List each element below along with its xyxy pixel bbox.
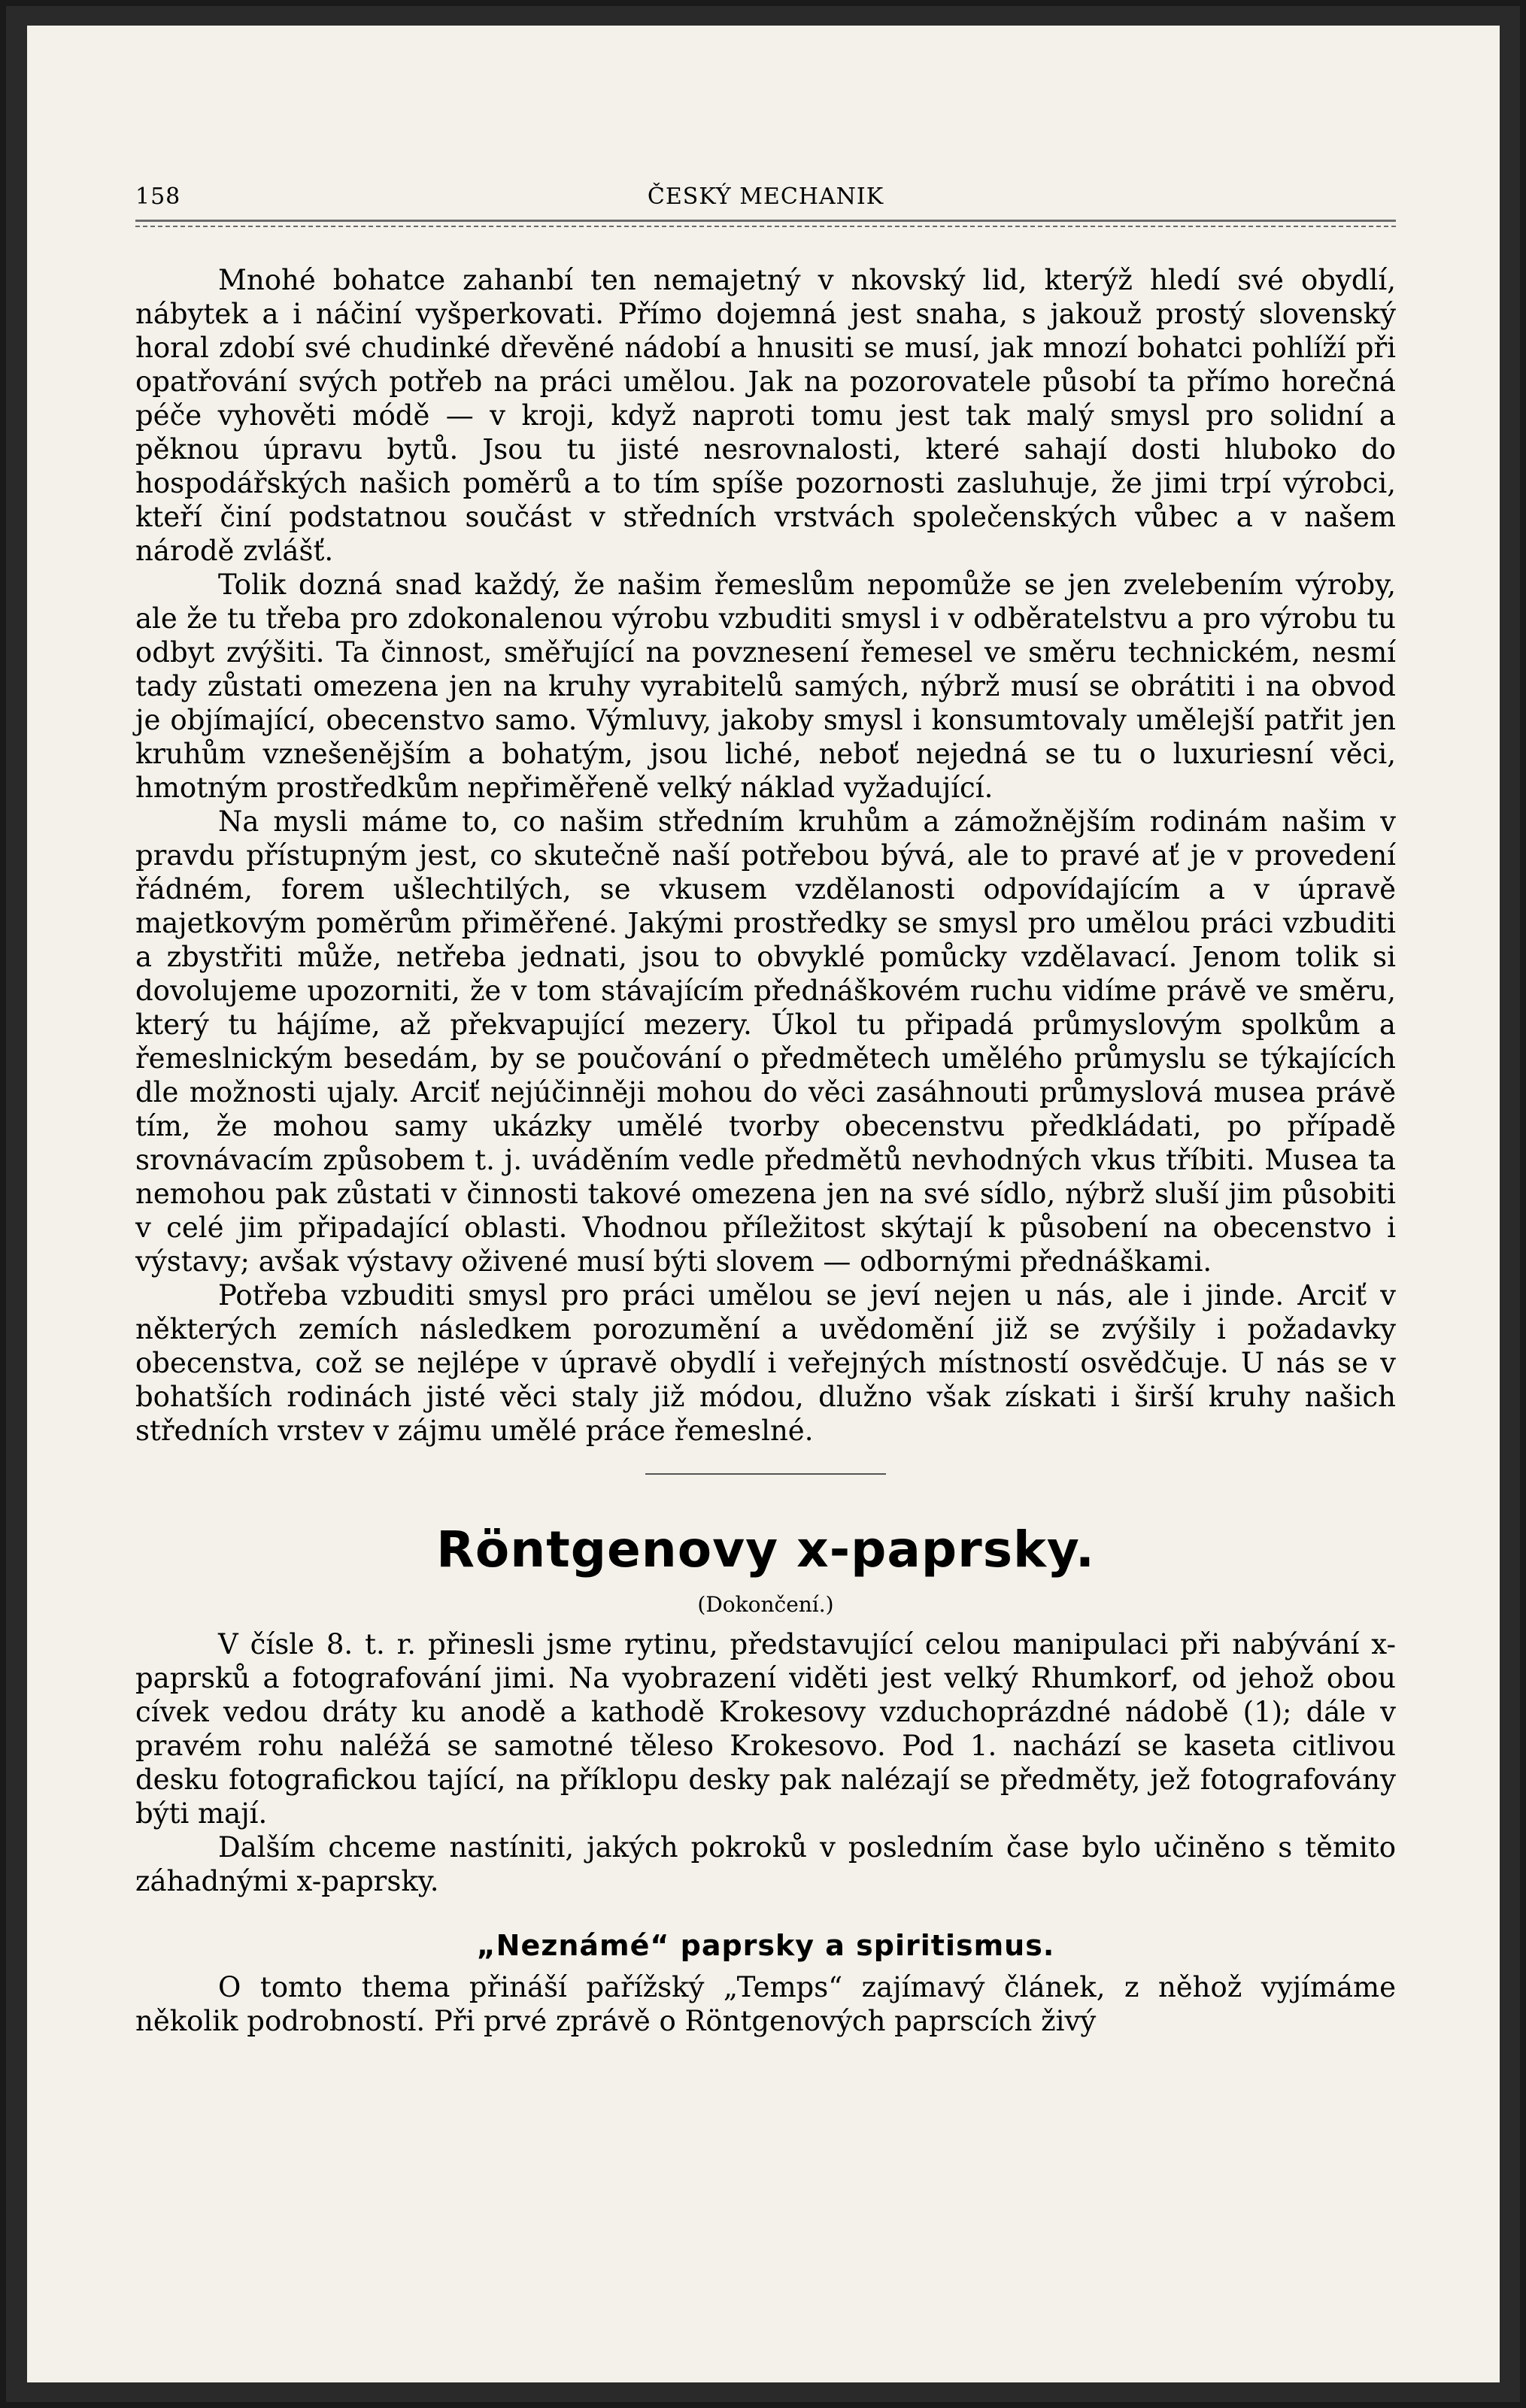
paragraph: Mnohé bohatce zahanbí ten nemajetný v nkovský lid, kterýž hledí své obydlí, nábytek a i náčiní vyšperkovati. Přímo dojemná jest snaha, s jakouž prostý slovenský horal zdobí své chudinké dřevěné nádobí a hnusiti se musí, jak mnozí bohatci pohlíží při opatřování svých potřeb na práci umělou. Jak na pozorovatele působí ta přímo horečná péče vyhověti módě — v kroji, když naproti tomu jest tak malý smysl pro solidní a pěknou úpravu bytů. Jsou tu jisté nesrovnalosti, které sahají dosti hluboko do hospodářských našich poměrů a to tím spíše pozornosti zasluhuje, že jimi trpí výrobci, kteří činí podstatnou součást v středních vrstvách společenských vůbec a v našem národě zvlášť. [135, 264, 1396, 567]
paragraph: O tomto thema přináší pařížský „Temps“ zajímavý článek, z něhož vyjímáme několik podrobností. Při prvé zprávě o Röntgenových paprscích živý [135, 1971, 1396, 2037]
paragraph: Dalším chceme nastíniti, jakých pokroků v posledním čase bylo učiněno s těmito záhadnými x-paprsky. [135, 1831, 1396, 1897]
header-rule-dashed [135, 226, 1396, 227]
section-heading-rontgen: Röntgenovy x-paprsky. [436, 1521, 1095, 1579]
paragraph: Tolik dozná snad každý, že našim řemeslům nepomůže se jen zvelebením výroby, ale že tu třeba pro zdokonalenou výrobu vzbuditi smysl i v odběratelstvu a pro výrobu tu odbyt zvýšiti. Ta činnost, směřující na povznesení řemesel ve směru technickém, nesmí tady zůstati omezena jen na kruhy vyrabitelů samých, nýbrž musí se obrátiti i na obvod je objímající, obecenstvo samo. Výmluvy, jakoby smysl i konsumtovaly umělejší patřit jen kruhům vznešenějším a bohatým, jsou liché, neboť nejedná se tu o luxuriesní věci, hmotným prostředkům nepřiměřeně velký náklad vyžadující. [135, 569, 1396, 804]
header-rule [135, 220, 1396, 222]
paragraph: V čísle 8. t. r. přinesli jsme rytinu, představující celou manipulaci při nabývání x-paprsků a fotografování jimi. Na vyobrazení viděti jest velký Rhumkorf, od jehož obou cívek vedou dráty ku anodě a kathodě Krokesovy vzduchoprázdné nádobě (1); dále v pravém rohu naléžá se samotné těleso Krokesovo. Pod 1. nachází se kaseta citlivou desku fotografickou tající, na příklopu desky pak nalézají se předměty, jež fotografovány býti mají. [135, 1628, 1396, 1830]
paragraph: Potřeba vzbuditi smysl pro práci umělou se jeví nejen u nás, ale i jinde. Arciť v některých zemích následkem porozumění a uvědomění již se zvýšily i požadavky obecenstva, což se nejlépe v úpravě obydlí i veřejných místností osvědčuje. U nás se v bohatších rodinách jisté věci staly již módou, dlužno však získati i širší kruhy našich středních vrstev v zájmu umělé práce řemeslné. [135, 1279, 1396, 1447]
paragraph: Na mysli máme to, co našim středním kruhům a zámožnějším rodinám našim v pravdu přístupným jest, co skutečně naší potřebou bývá, ale to pravé ať je v provedení řádném, forem ušlechtilých, se vkusem vzdělanosti odpovídajícím a v úpravě majetkovým poměrům přiměřené. Jakými prostředky se smysl pro umělou práci vzbuditi a zbystřiti může, netřeba jednati, jsou to obvyklé pomůcky vzdělavací. Jenom tolik si dovolujeme upozorniti, že v tom stávajícím přednáškovém ruchu vidíme právě ve směru, který tu hájíme, až překvapující mezery. Úkol tu připadá průmyslovým spolkům a řemeslnickým besedám, by se poučování o předmětech umělého průmyslu se týkajících dle možnosti ujaly. Arciť nejúčinněji mohou do věci zasáhnouti průmyslová musea právě tím, že mohou samy ukázky umělé tvorby obecenstvu předkládati, po případě srovnávacím způsobem t. j. uváděním vedle předmětů nevhodných vkus tříbiti. Musea ta nemohou pak zůstati v činnosti takové omezena jen na své sídlo, nýbrž sluší jim působiti v celé jim připadající oblasti. Vhodnou příležitost skýtají k působení na obecenstvo i výstavy; avšak výstavy oživené musí býti slovem — odbornými přednáškami. [135, 805, 1396, 1278]
section-divider [645, 1473, 886, 1475]
article-body [135, 263, 1396, 2038]
journal-title: ČESKÝ MECHANIK [647, 183, 884, 210]
page-number: 158 [135, 183, 181, 210]
section-heading-spiritismus: „Neznámé“ paprsky a spiritismus. [476, 1929, 1055, 1962]
continuation-note: (Dokončení.) [697, 1592, 834, 1617]
running-header [135, 183, 1396, 214]
